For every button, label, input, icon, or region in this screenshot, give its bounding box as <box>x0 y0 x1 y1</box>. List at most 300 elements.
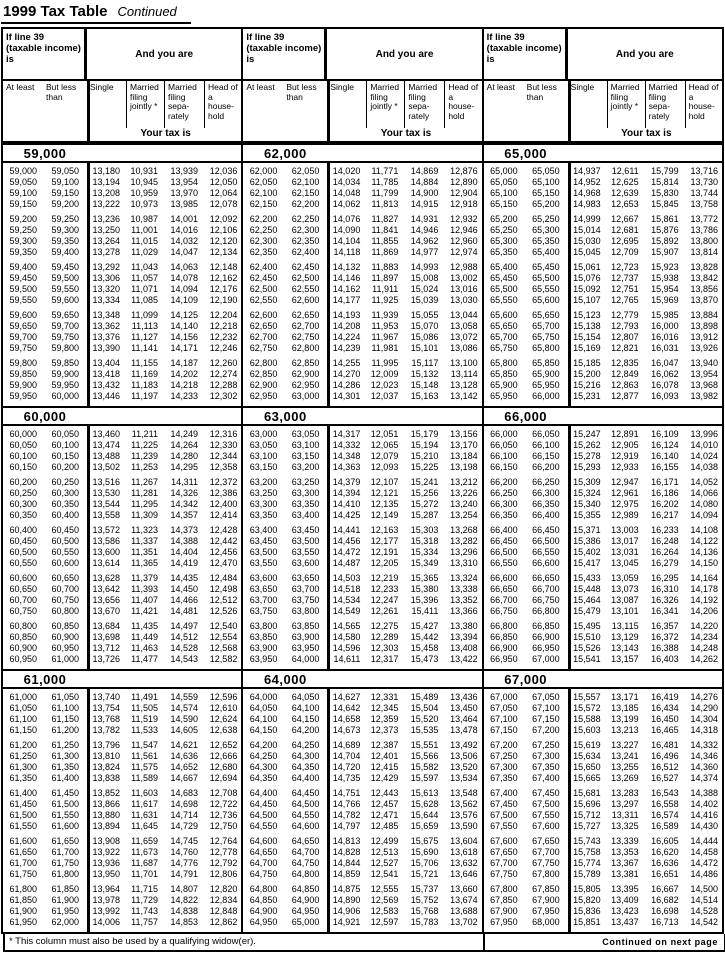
income-section-59000 <box>3 143 241 406</box>
table-row <box>243 477 481 488</box>
cell-tax-married-joint: 12,653 <box>611 199 639 209</box>
cell-tax-married-separate: 15,086 <box>410 332 439 342</box>
cell-tax-head-household: 13,674 <box>450 895 478 905</box>
your-tax-is-spacer <box>243 128 330 141</box>
cell-tax-single: 14,104 <box>332 236 361 246</box>
cell-less-than: 61,400 <box>51 773 79 783</box>
cell-tax-head-household: 13,268 <box>450 525 478 535</box>
cell-tax-married-separate: 15,659 <box>410 821 439 831</box>
cell-at-least: 63,050 <box>249 440 278 450</box>
cell-tax-head-household: 13,590 <box>450 821 478 831</box>
table-row <box>484 477 722 488</box>
cell-at-least: 63,500 <box>249 547 278 557</box>
cell-tax-head-household: 12,260 <box>209 358 238 368</box>
cell-tax-single: 14,844 <box>332 858 361 868</box>
section-header <box>484 669 722 689</box>
cell-tax-single: 14,828 <box>332 847 361 857</box>
table-row <box>243 295 481 306</box>
cell-at-least: 65,500 <box>490 284 518 294</box>
cell-tax-head-household: 13,828 <box>690 262 718 272</box>
table-row <box>243 177 481 188</box>
cell-tax-married-separate: 14,047 <box>170 247 198 257</box>
cell-tax-single: 15,138 <box>573 321 601 331</box>
cell-tax-single: 13,614 <box>92 558 120 568</box>
cell-at-least: 61,550 <box>9 821 37 831</box>
table-row <box>484 358 722 369</box>
cell-tax-head-household: 13,380 <box>450 621 478 631</box>
cell-at-least: 59,900 <box>9 380 37 390</box>
cell-tax-married-separate: 13,985 <box>170 199 198 209</box>
cell-tax-head-household: 13,030 <box>450 295 478 305</box>
cell-tax-married-separate: 16,264 <box>651 547 679 557</box>
cell-tax-married-separate: 15,845 <box>651 199 679 209</box>
table-row <box>484 369 722 380</box>
cell-tax-married-separate: 16,078 <box>651 380 679 390</box>
cell-less-than: 59,600 <box>51 295 79 305</box>
cell-less-than: 64,600 <box>291 821 320 831</box>
cell-tax-head-household: 14,346 <box>690 751 718 761</box>
cell-tax-head-household: 13,338 <box>450 584 478 594</box>
cell-tax-single: 14,549 <box>332 606 361 616</box>
cell-tax-head-household: 12,624 <box>209 714 238 724</box>
cell-at-least: 66,350 <box>490 510 518 520</box>
cell-tax-married-separate: 15,256 <box>410 488 439 498</box>
cell-less-than: 66,750 <box>532 595 560 605</box>
cell-at-least: 61,700 <box>9 858 37 868</box>
cell-tax-married-joint: 12,373 <box>370 725 399 735</box>
table-row <box>3 199 241 210</box>
income-tax-divider <box>568 426 571 669</box>
cell-tax-single: 15,805 <box>573 884 601 894</box>
cell-at-least: 64,450 <box>249 799 278 809</box>
cell-tax-head-household: 12,050 <box>209 177 238 187</box>
cell-less-than: 62,150 <box>291 188 320 198</box>
cell-tax-married-separate: 14,729 <box>170 821 198 831</box>
cell-less-than: 61,700 <box>51 847 79 857</box>
table-row <box>3 358 241 369</box>
table-row <box>243 284 481 295</box>
cell-tax-single: 14,952 <box>573 177 601 187</box>
cell-less-than: 67,100 <box>532 703 560 713</box>
cell-tax-head-household: 14,500 <box>690 884 718 894</box>
cell-tax-married-joint: 10,987 <box>130 214 158 224</box>
cell-tax-married-separate: 14,962 <box>410 236 439 246</box>
cell-tax-married-separate: 14,869 <box>410 166 439 176</box>
cell-tax-single: 13,670 <box>92 606 120 616</box>
cell-tax-married-separate: 16,667 <box>651 884 679 894</box>
cell-less-than: 61,900 <box>51 895 79 905</box>
cell-at-least: 60,250 <box>9 488 37 498</box>
cell-less-than: 67,950 <box>532 906 560 916</box>
cell-tax-single: 13,754 <box>92 703 120 713</box>
cell-at-least: 61,800 <box>9 884 37 894</box>
cell-tax-married-separate: 15,458 <box>410 643 439 653</box>
cell-tax-head-household: 12,078 <box>209 199 238 209</box>
cell-tax-head-household: 12,204 <box>209 310 238 320</box>
section-income-label: 60,000 <box>23 408 67 424</box>
cell-less-than: 65,200 <box>532 199 560 209</box>
table-row <box>243 188 481 199</box>
cell-at-least: 59,550 <box>9 295 37 305</box>
cell-tax-married-separate: 15,117 <box>411 358 439 368</box>
cell-tax-head-household: 13,100 <box>450 358 478 368</box>
cell-less-than: 61,200 <box>51 725 79 735</box>
cell-at-least: 64,400 <box>249 788 278 798</box>
cell-less-than: 60,950 <box>51 643 79 653</box>
cell-tax-head-household: 12,148 <box>209 262 238 272</box>
cell-at-least: 67,250 <box>490 751 518 761</box>
cell-tax-married-joint: 13,059 <box>611 573 639 583</box>
cell-tax-single: 13,320 <box>92 284 120 294</box>
cell-tax-single: 15,588 <box>573 714 601 724</box>
cell-tax-married-joint: 12,093 <box>370 462 399 472</box>
table-row <box>484 884 722 895</box>
cell-tax-single: 13,432 <box>92 380 120 390</box>
cell-at-least: 64,200 <box>249 740 278 750</box>
cell-tax-head-household: 13,940 <box>690 358 718 368</box>
cell-tax-head-household: 12,470 <box>209 558 238 568</box>
your-tax-is-spacer <box>484 128 571 141</box>
cell-tax-head-household: 14,318 <box>690 725 718 735</box>
cell-tax-single: 13,530 <box>92 488 120 498</box>
cell-tax-married-joint: 11,771 <box>371 166 399 176</box>
cell-tax-married-separate: 16,605 <box>651 836 679 846</box>
table-row <box>484 536 722 547</box>
cell-at-least: 67,550 <box>490 821 518 831</box>
income-section-66000 <box>484 406 722 669</box>
cell-tax-married-separate: 14,450 <box>170 584 198 594</box>
cell-less-than: 63,250 <box>291 477 320 487</box>
cell-tax-single: 14,006 <box>92 917 120 927</box>
cell-tax-married-joint: 11,057 <box>131 273 158 283</box>
cell-less-than: 62,400 <box>291 247 320 257</box>
cell-tax-single: 13,516 <box>92 477 120 487</box>
cell-tax-married-separate: 16,047 <box>651 358 679 368</box>
cell-tax-head-household: 12,428 <box>209 525 238 535</box>
cell-tax-married-joint: 11,883 <box>371 262 399 272</box>
cell-at-least: 67,350 <box>490 773 518 783</box>
cell-tax-married-joint: 11,169 <box>131 369 158 379</box>
cell-less-than: 64,300 <box>291 751 320 761</box>
cell-tax-head-household: 13,492 <box>450 740 478 750</box>
cell-tax-married-joint: 12,779 <box>611 310 639 320</box>
income-tax-divider <box>87 426 90 669</box>
cell-tax-married-joint: 13,143 <box>611 643 639 653</box>
cell-tax-married-joint: 11,379 <box>131 573 158 583</box>
cell-less-than: 62,350 <box>291 236 320 246</box>
cell-tax-single: 15,154 <box>573 332 601 342</box>
cell-tax-single: 13,950 <box>92 869 120 879</box>
cell-tax-single: 14,518 <box>332 584 361 594</box>
table-row <box>3 884 241 895</box>
cell-tax-single: 15,417 <box>573 558 601 568</box>
cell-less-than: 64,050 <box>291 692 320 702</box>
cell-less-than: 60,550 <box>51 547 79 557</box>
table-row <box>3 236 241 247</box>
cell-tax-single: 14,062 <box>332 199 361 209</box>
cell-tax-head-household: 13,408 <box>450 643 478 653</box>
section-header <box>243 669 481 689</box>
cell-tax-single: 15,355 <box>573 510 601 520</box>
cell-tax-head-household: 13,184 <box>450 451 478 461</box>
cell-at-least: 64,000 <box>249 692 278 702</box>
table-row <box>3 321 241 332</box>
cell-tax-married-joint: 12,919 <box>611 451 639 461</box>
cell-tax-head-household: 13,464 <box>450 714 478 724</box>
cell-at-least: 63,900 <box>249 643 278 653</box>
cell-less-than: 60,000 <box>51 391 79 401</box>
cell-tax-single: 15,200 <box>573 369 601 379</box>
panels <box>1 27 724 934</box>
cell-less-than: 60,250 <box>51 477 79 487</box>
table-row <box>484 584 722 595</box>
cell-tax-single: 15,092 <box>573 284 601 294</box>
cell-tax-married-separate: 16,574 <box>651 810 679 820</box>
table-row <box>484 858 722 869</box>
cell-less-than: 62,100 <box>291 177 320 187</box>
cell-tax-head-household: 12,694 <box>209 773 238 783</box>
cell-less-than: 63,600 <box>291 558 320 568</box>
cell-tax-married-separate: 15,411 <box>411 606 439 616</box>
table-row <box>243 214 481 225</box>
cell-less-than: 59,800 <box>51 343 79 353</box>
cell-tax-married-joint: 12,821 <box>611 343 639 353</box>
table-row <box>484 836 722 847</box>
cell-less-than: 65,100 <box>532 177 560 187</box>
table-row <box>484 821 722 832</box>
cell-at-least: 67,800 <box>490 884 518 894</box>
cell-tax-married-joint: 12,835 <box>611 358 639 368</box>
cell-at-least: 62,350 <box>249 247 278 257</box>
cell-at-least: 67,100 <box>490 714 518 724</box>
cell-tax-single: 13,558 <box>92 510 120 520</box>
cell-tax-married-separate: 16,217 <box>651 510 679 520</box>
table-row <box>484 917 722 928</box>
table-row <box>3 858 241 869</box>
cell-tax-head-household: 12,386 <box>209 488 238 498</box>
cell-tax-married-separate: 15,799 <box>651 166 679 176</box>
table-row <box>484 214 722 225</box>
table-row <box>3 247 241 258</box>
table-row <box>243 654 481 665</box>
cell-tax-married-separate: 14,094 <box>170 284 198 294</box>
cell-tax-married-joint: 11,407 <box>131 595 158 605</box>
title-continued: Continued <box>117 4 177 19</box>
cell-tax-married-joint: 12,863 <box>611 380 639 390</box>
cell-tax-married-separate: 14,357 <box>170 510 198 520</box>
table-row <box>3 343 241 354</box>
cell-tax-married-separate: 16,419 <box>651 692 679 702</box>
table-row <box>243 536 481 547</box>
cell-tax-head-household: 13,142 <box>450 391 478 401</box>
cell-tax-single: 14,689 <box>332 740 361 750</box>
cell-tax-head-household: 14,122 <box>690 536 718 546</box>
cell-tax-head-household: 13,730 <box>690 177 718 187</box>
table-row <box>243 391 481 402</box>
cell-tax-single: 14,224 <box>332 332 361 342</box>
cell-less-than: 63,300 <box>291 488 320 498</box>
cell-tax-married-separate: 14,915 <box>410 199 439 209</box>
cell-at-least: 64,600 <box>249 836 278 846</box>
cell-tax-married-joint: 12,933 <box>611 462 639 472</box>
cell-tax-single: 14,503 <box>332 573 361 583</box>
income-condition-label: If line 39 (taxable income) is <box>243 29 327 79</box>
cell-at-least: 62,150 <box>249 199 278 209</box>
cell-tax-married-joint: 12,121 <box>370 488 399 498</box>
column-header-less-than: But less than <box>526 82 557 102</box>
column-header-less-than: But less than <box>46 82 77 102</box>
cell-tax-head-household: 14,458 <box>690 847 718 857</box>
cell-tax-married-separate: 15,752 <box>410 895 439 905</box>
cell-tax-married-separate: 16,295 <box>651 573 679 583</box>
cell-tax-married-separate: 16,589 <box>651 821 679 831</box>
cell-less-than: 63,100 <box>291 440 320 450</box>
table-row <box>3 391 241 402</box>
cell-tax-head-household: 14,276 <box>690 692 718 702</box>
table-row <box>243 273 481 284</box>
section-body <box>3 163 241 406</box>
cell-tax-married-joint: 12,513 <box>370 847 399 857</box>
income-tax-divider <box>568 689 571 932</box>
cell-tax-single: 14,704 <box>332 751 361 761</box>
cell-tax-head-household: 12,036 <box>209 166 238 176</box>
cell-less-than: 59,750 <box>51 332 79 342</box>
table-row <box>484 429 722 440</box>
cell-at-least: 67,450 <box>490 799 518 809</box>
cell-tax-single: 13,362 <box>92 321 120 331</box>
cell-tax-head-household: 13,128 <box>450 380 478 390</box>
cell-tax-married-separate: 14,543 <box>170 654 198 664</box>
cell-tax-single: 15,324 <box>573 488 601 498</box>
cell-less-than: 60,850 <box>51 621 79 631</box>
column-header-single: Single <box>330 82 354 92</box>
cell-tax-married-separate: 15,954 <box>651 284 679 294</box>
table-row <box>243 858 481 869</box>
cell-tax-single: 15,045 <box>573 247 601 257</box>
cell-tax-married-joint: 11,617 <box>131 799 158 809</box>
cell-tax-married-separate: 15,489 <box>410 692 439 702</box>
cell-tax-married-separate: 14,977 <box>410 247 439 257</box>
cell-tax-married-joint: 12,793 <box>611 321 639 331</box>
cell-tax-single: 13,782 <box>92 725 120 735</box>
cell-at-least: 66,700 <box>490 595 518 605</box>
cell-tax-married-separate: 16,698 <box>651 906 679 916</box>
cell-tax-head-household: 12,134 <box>209 247 238 257</box>
cell-less-than: 65,800 <box>532 343 560 353</box>
table-row <box>243 380 481 391</box>
cell-at-least: 59,850 <box>9 369 37 379</box>
cell-at-least: 65,600 <box>490 310 518 320</box>
cell-less-than: 62,600 <box>291 295 320 305</box>
cell-tax-single: 13,656 <box>92 595 120 605</box>
cell-at-least: 64,550 <box>249 821 278 831</box>
cell-less-than: 63,700 <box>291 584 320 594</box>
cell-at-least: 66,550 <box>490 558 518 568</box>
cell-at-least: 59,750 <box>9 343 37 353</box>
cell-tax-married-joint: 12,989 <box>611 510 639 520</box>
table-row <box>484 740 722 751</box>
cell-tax-married-separate: 14,156 <box>170 332 198 342</box>
cell-tax-married-joint: 11,715 <box>131 884 158 894</box>
table-row <box>484 510 722 521</box>
table-row <box>3 895 241 906</box>
cell-less-than: 65,450 <box>532 262 560 272</box>
table-row <box>3 762 241 773</box>
section-header <box>484 406 722 426</box>
table-row <box>243 343 481 354</box>
cell-less-than: 59,200 <box>51 199 79 209</box>
cell-tax-married-separate: 16,233 <box>651 525 679 535</box>
cell-tax-married-separate: 15,830 <box>651 188 679 198</box>
cell-at-least: 63,100 <box>249 451 278 461</box>
table-row <box>3 547 241 558</box>
cell-less-than: 64,800 <box>291 869 320 879</box>
cell-tax-head-household: 12,484 <box>209 573 238 583</box>
table-row <box>484 247 722 258</box>
cell-tax-single: 15,402 <box>573 547 601 557</box>
cell-tax-head-household: 13,198 <box>450 462 478 472</box>
cell-less-than: 64,850 <box>291 884 320 894</box>
cell-at-least: 60,900 <box>9 643 37 653</box>
cell-tax-single: 15,371 <box>573 525 601 535</box>
cell-less-than: 63,550 <box>291 547 320 557</box>
cell-at-least: 62,800 <box>249 358 278 368</box>
cell-tax-head-household: 13,856 <box>690 284 718 294</box>
cell-tax-head-household: 13,758 <box>690 199 718 209</box>
cell-tax-married-separate: 15,473 <box>410 654 439 664</box>
cell-tax-married-separate: 14,931 <box>410 214 439 224</box>
cell-less-than: 60,300 <box>51 488 79 498</box>
cell-tax-married-joint: 11,813 <box>371 199 399 209</box>
cell-tax-married-joint: 13,241 <box>611 751 639 761</box>
cell-less-than: 60,050 <box>51 429 79 439</box>
cell-tax-married-joint: 11,841 <box>371 225 399 235</box>
cell-at-least: 59,000 <box>9 166 37 176</box>
cell-tax-married-joint: 11,071 <box>131 284 158 294</box>
cell-at-least: 64,050 <box>249 703 278 713</box>
cell-less-than: 60,650 <box>51 573 79 583</box>
table-row <box>3 214 241 225</box>
cell-less-than: 66,900 <box>532 632 560 642</box>
table-row <box>3 284 241 295</box>
cell-tax-married-joint: 12,247 <box>370 595 399 605</box>
cell-tax-married-joint: 12,037 <box>370 391 399 401</box>
column-header-at-least: At least <box>486 82 516 92</box>
table-row <box>3 166 241 177</box>
cell-less-than: 62,650 <box>291 310 320 320</box>
cell-tax-single: 15,479 <box>573 606 601 616</box>
cell-tax-single: 15,510 <box>573 632 601 642</box>
cell-tax-married-separate: 14,636 <box>170 751 198 761</box>
cell-tax-head-household: 13,926 <box>690 343 718 353</box>
footer <box>3 934 725 952</box>
cell-tax-married-separate: 16,140 <box>651 451 679 461</box>
cell-less-than: 67,500 <box>532 799 560 809</box>
table-row <box>484 788 722 799</box>
cell-tax-single: 14,797 <box>332 821 361 831</box>
cell-tax-single: 13,838 <box>92 773 120 783</box>
cell-tax-head-household: 14,150 <box>690 558 718 568</box>
cell-tax-single: 14,642 <box>332 703 361 713</box>
cell-tax-married-separate: 14,264 <box>170 440 198 450</box>
cell-tax-married-separate: 15,675 <box>410 836 439 846</box>
cell-less-than: 63,400 <box>291 510 320 520</box>
cell-tax-single: 15,526 <box>573 643 601 653</box>
cell-at-least: 62,950 <box>249 391 278 401</box>
cell-tax-single: 13,544 <box>92 499 120 509</box>
cell-less-than: 64,550 <box>291 810 320 820</box>
cell-tax-married-joint: 11,757 <box>131 917 158 927</box>
